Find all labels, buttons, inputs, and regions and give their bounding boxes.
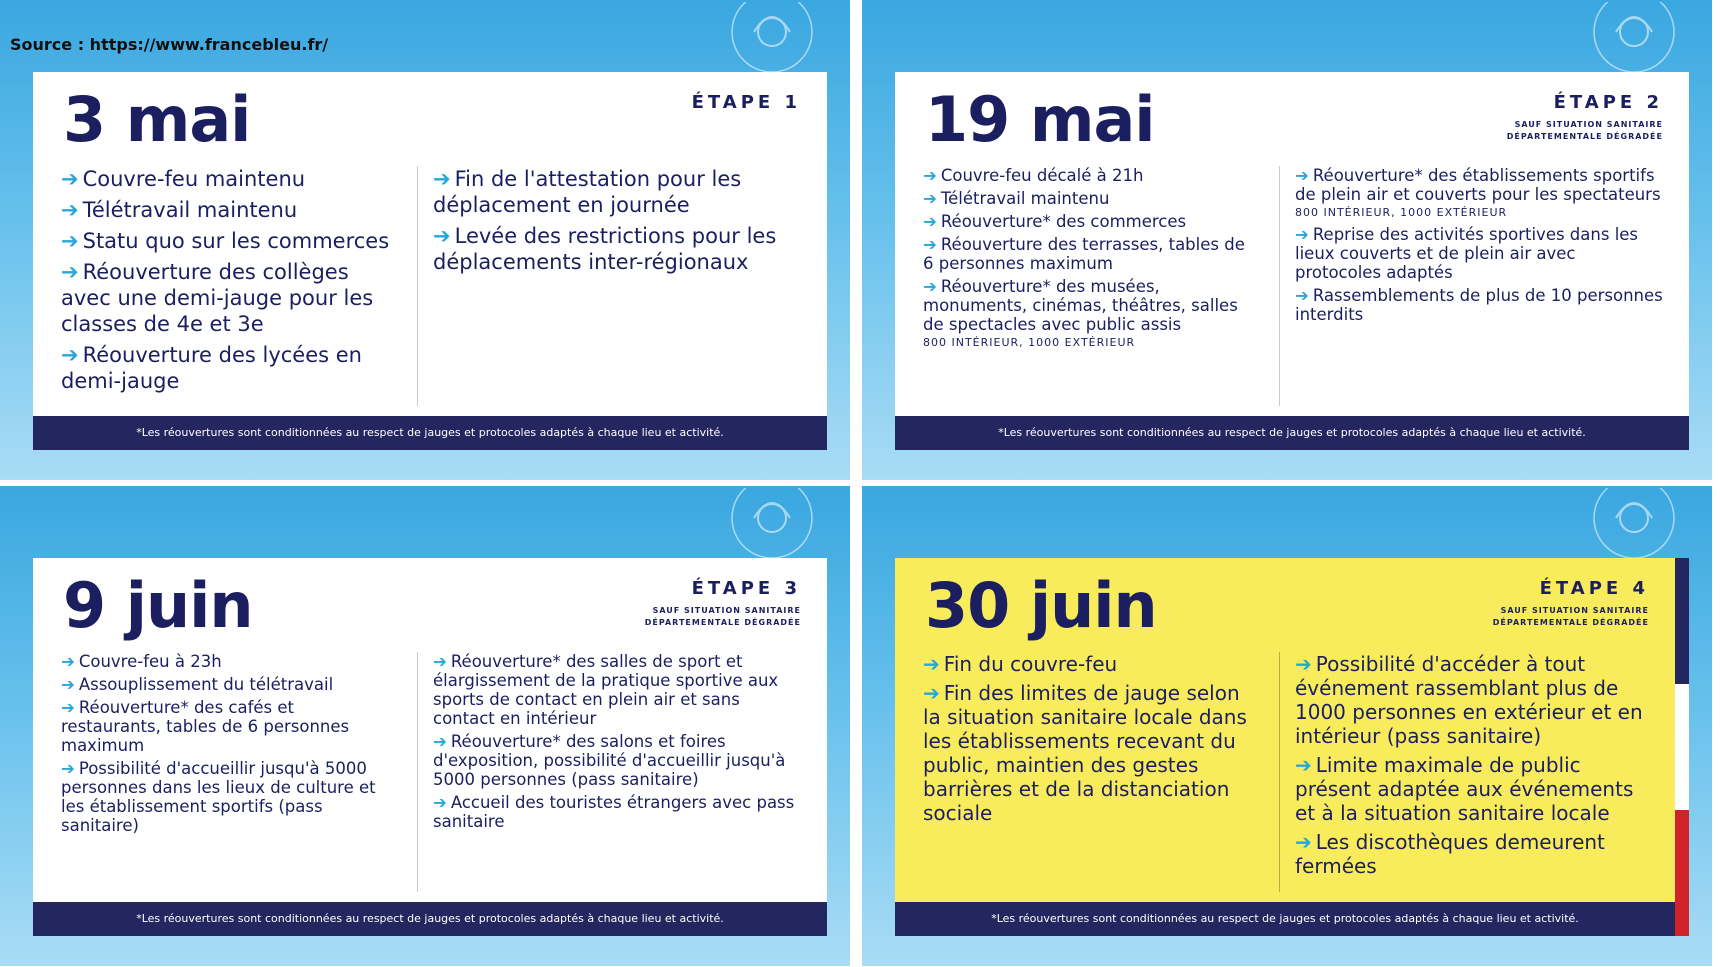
right-column (433, 652, 803, 835)
list-item: ➔ Accueil des touristes étrangers avec pass sanitaire (433, 793, 795, 831)
republique-emblem-icon (724, 2, 820, 72)
footer-note: *Les réouvertures sont conditionnées au respect de jauges et protocoles adaptés à chaque lieu et activité. (33, 416, 827, 450)
left-column (61, 652, 396, 839)
list-item: ➔ Réouverture* des salles de sport et élargissement de la pratique sportive aux sports de contact en plein air et sans contact en intérieur (433, 652, 779, 728)
stage-label (631, 578, 801, 629)
list-item: ➔ Fin des limites de jauge selon la situation sanitaire locale dans les établissements recevant du public, maintien des gestes barrières et de la distanciation sociale (923, 681, 1247, 825)
list-item: ➔ Couvre-feu décalé à 21h (923, 166, 1144, 185)
arrow-right-icon: ➔ (1295, 166, 1309, 185)
divider (1279, 166, 1280, 406)
arrow-right-icon: ➔ (433, 167, 451, 191)
stage-title: ÉTAPE 2 (1553, 92, 1663, 113)
list-item: ➔ Télétravail maintenu (61, 198, 298, 222)
card (895, 72, 1689, 450)
stage-label (1493, 92, 1663, 143)
date-title: 19 mai (925, 83, 1155, 156)
list-item: ➔ Statu quo sur les commerces (61, 229, 390, 253)
list-item: ➔ Reprise des activités sportives dans les lieux couverts et de plein air avec protocoles adaptés (1295, 225, 1639, 282)
arrow-right-icon: ➔ (61, 343, 79, 367)
list-item: ➔ Assouplissement du télétravail (61, 675, 334, 694)
stage-note: SAUF SITUATION SANITAIRE DÉPARTEMENTALE DÉGRADÉE (1492, 606, 1649, 627)
arrow-right-icon: ➔ (433, 732, 447, 751)
list-item: ➔ Réouverture des collèges avec une demi-jauge pour les classes de 4e et 3e (61, 260, 374, 336)
capacity-note: 800 INTÉRIEUR, 1000 EXTÉRIEUR (923, 336, 1136, 349)
arrow-right-icon: ➔ (923, 277, 937, 296)
source-label: Source : https://www.francebleu.fr/ (10, 35, 329, 54)
list-item: ➔ Télétravail maintenu (923, 189, 1110, 208)
footer-note: *Les réouvertures sont conditionnées au respect de jauges et protocoles adaptés à chaque lieu et activité. (895, 902, 1675, 936)
arrow-right-icon: ➔ (61, 759, 75, 778)
card (895, 558, 1689, 936)
arrow-right-icon: ➔ (61, 698, 75, 717)
list-item: ➔ Levée des restrictions pour les déplacements inter-régionaux (433, 224, 777, 274)
date-title: 3 mai (63, 83, 251, 156)
stage-note: SAUF SITUATION SANITAIRE DÉPARTEMENTALE DÉGRADÉE (644, 606, 801, 627)
arrow-right-icon: ➔ (61, 167, 79, 191)
arrow-right-icon: ➔ (433, 793, 447, 812)
left-column (923, 652, 1258, 830)
republique-emblem-icon (1586, 2, 1682, 72)
left-column (61, 166, 396, 399)
republique-emblem-icon (724, 488, 820, 558)
panel-etape-1 (0, 0, 850, 480)
right-column (433, 166, 803, 280)
arrow-right-icon: ➔ (61, 229, 79, 253)
list-item: ➔ Réouverture des terrasses, tables de 6 personnes maximum (923, 235, 1245, 273)
list-item: ➔ Réouverture* des cafés et restaurants, tables de 6 personnes maximum (61, 698, 350, 755)
list-item: ➔ Fin de l'attestation pour les déplacement en journée (433, 167, 742, 217)
list-item: ➔ Couvre-feu à 23h (61, 652, 222, 671)
arrow-right-icon: ➔ (923, 166, 937, 185)
card (33, 558, 827, 936)
arrow-right-icon: ➔ (61, 675, 75, 694)
arrow-right-icon: ➔ (1295, 225, 1309, 244)
list-item: ➔ Rassemblements de plus de 10 personnes interdits (1295, 286, 1663, 324)
stage-title: ÉTAPE 4 (1539, 578, 1649, 599)
republique-emblem-icon (1586, 488, 1682, 558)
list-item: ➔ Couvre-feu maintenu (61, 167, 306, 191)
footer-note: *Les réouvertures sont conditionnées au respect de jauges et protocoles adaptés à chaque lieu et activité. (895, 416, 1689, 450)
card (33, 72, 827, 450)
capacity-note: 800 INTÉRIEUR, 1000 EXTÉRIEUR (1295, 206, 1508, 219)
date-title: 9 juin (63, 569, 253, 642)
list-item: ➔ Limite maximale de public présent adaptée aux événements et à la situation sanitaire locale (1295, 753, 1634, 825)
right-column (1295, 166, 1665, 328)
divider (417, 652, 418, 892)
list-item: ➔ Réouverture* des commerces (923, 212, 1187, 231)
stage-label (1479, 578, 1649, 629)
panel-etape-2 (862, 0, 1712, 480)
arrow-right-icon: ➔ (433, 652, 447, 671)
divider (417, 166, 418, 406)
panel-etape-4 (862, 486, 1712, 966)
arrow-right-icon: ➔ (1295, 652, 1312, 676)
right-column (1295, 652, 1650, 883)
panel-etape-3 (0, 486, 850, 966)
stage-note: SAUF SITUATION SANITAIRE DÉPARTEMENTALE DÉGRADÉE (1506, 120, 1663, 141)
arrow-right-icon: ➔ (923, 189, 937, 208)
arrow-right-icon: ➔ (61, 198, 79, 222)
list-item: ➔ Réouverture des lycées en demi-jauge (61, 343, 362, 393)
list-item: ➔ Fin du couvre-feu (923, 652, 1118, 676)
footer-note: *Les réouvertures sont conditionnées au respect de jauges et protocoles adaptés à chaque lieu et activité. (33, 902, 827, 936)
arrow-right-icon: ➔ (433, 224, 451, 248)
arrow-right-icon: ➔ (923, 212, 937, 231)
list-item: ➔ Réouverture* des salons et foires d'exposition, possibilité d'accueillir jusqu'à 5000 personnes (pass sanitaire) (433, 732, 786, 789)
stage-label (692, 92, 801, 113)
date-title: 30 juin (925, 569, 1157, 642)
list-item: ➔ Réouverture* des musées, monuments, cinémas, théâtres, salles de spectacles avec public assis 800 INTÉRIEUR, 1000 EXTÉRIEUR (923, 277, 1258, 351)
arrow-right-icon: ➔ (1295, 753, 1312, 777)
arrow-right-icon: ➔ (1295, 286, 1309, 305)
divider (1279, 652, 1280, 892)
arrow-right-icon: ➔ (61, 652, 75, 671)
arrow-right-icon: ➔ (61, 260, 79, 284)
arrow-right-icon: ➔ (923, 235, 937, 254)
list-item: ➔ Possibilité d'accéder à tout événement rassemblant plus de 1000 personnes en extérieur et en intérieur (pass sanitaire) (1295, 652, 1643, 748)
stage-title: ÉTAPE 3 (691, 578, 801, 599)
arrow-right-icon: ➔ (1295, 830, 1312, 854)
arrow-right-icon: ➔ (923, 681, 940, 705)
arrow-right-icon: ➔ (923, 652, 940, 676)
list-item: ➔ Possibilité d'accueillir jusqu'à 5000 personnes dans les lieux de culture et les établissement sportifs (pass sanitaire) (61, 759, 376, 835)
stage-title: ÉTAPE 1 (691, 92, 801, 113)
left-column (923, 166, 1258, 355)
list-item: ➔ Les discothèques demeurent fermées (1295, 830, 1605, 878)
list-item: ➔ Réouverture* des établissements sportifs de plein air et couverts pour les spectateurs 800 INTÉRIEUR, 1000 EXTÉRIEUR (1295, 166, 1665, 221)
